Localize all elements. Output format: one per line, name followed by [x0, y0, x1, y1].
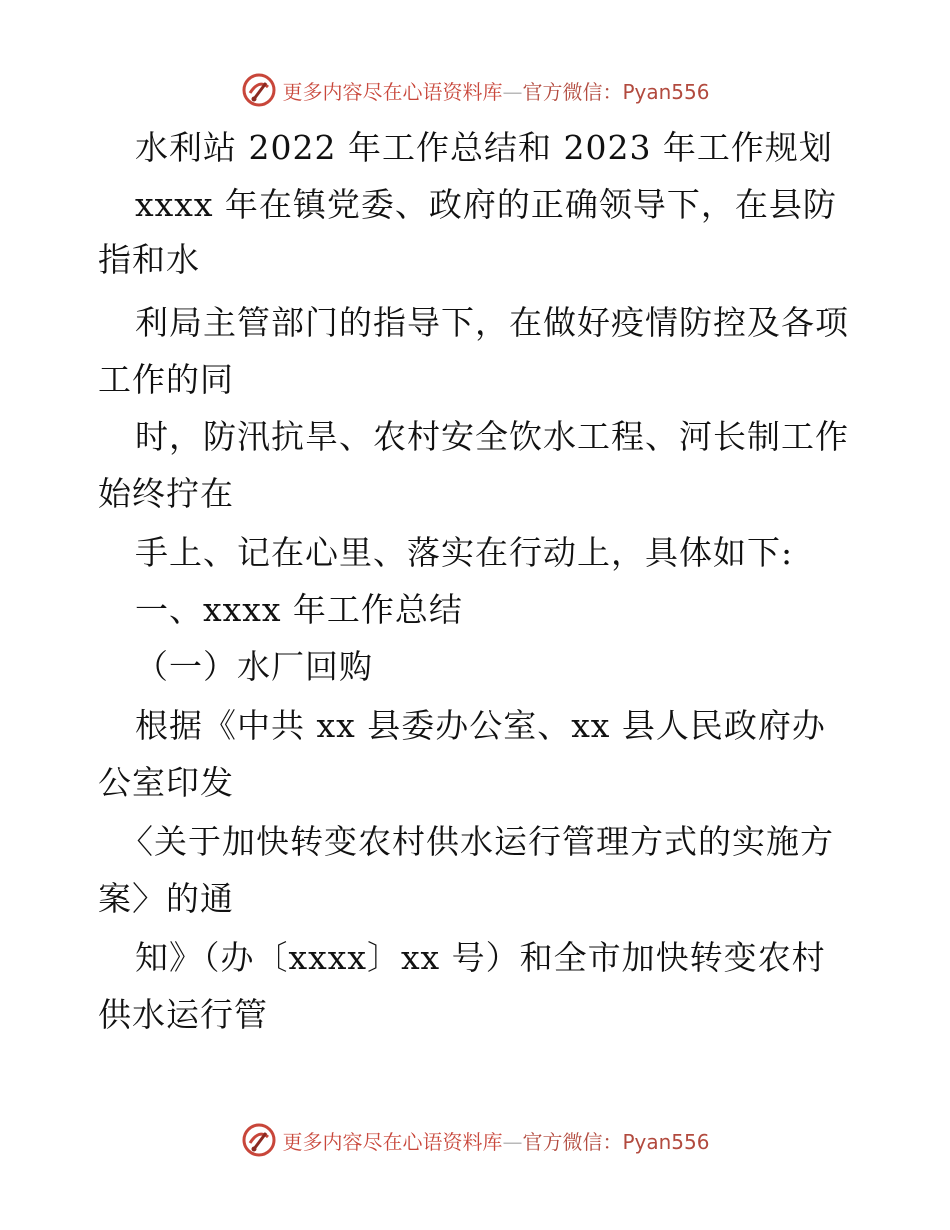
logo-icon — [240, 1121, 278, 1159]
watermark-header — [0, 70, 950, 110]
paragraph-line: 案〉的通 — [98, 879, 234, 918]
watermark-wechat-text: 官方微信：Pyan556 — [522, 1129, 710, 1154]
watermark-dash: — — [502, 1129, 523, 1154]
paragraph-line: 公室印发 — [98, 763, 234, 802]
watermark-footer — [0, 1120, 950, 1160]
paragraph-line: 利局主管部门的指导下，在做好疫情防控及各项 — [135, 303, 849, 342]
paragraph-line: xxxx 年在镇党委、政府的正确领导下，在县防 — [135, 185, 837, 224]
paragraph-line: 指和水 — [98, 240, 200, 279]
paragraph-line: 根据《中共 xx 县委办公室、xx 县人民政府办 — [135, 706, 826, 745]
watermark-wechat-text: 官方微信：Pyan556 — [522, 79, 710, 104]
section-heading: 一、xxxx 年工作总结 — [135, 590, 463, 629]
paragraph-line: 〈关于加快转变农村供水运行管理方式的实施方 — [120, 822, 834, 861]
watermark-main-text: 更多内容尽在心语资料库 — [282, 1129, 503, 1154]
paragraph-line: 供水运行管 — [98, 995, 268, 1034]
watermark-main-text: 更多内容尽在心语资料库 — [282, 79, 503, 104]
logo-icon — [240, 71, 278, 109]
paragraph-line: 时，防汛抗旱、农村安全饮水工程、河长制工作 — [135, 417, 849, 456]
paragraph-line: 手上、记在心里、落实在行动上，具体如下: — [135, 533, 794, 572]
paragraph-line: 知》（办〔xxxx〕xx 号）和全市加快转变农村 — [135, 938, 826, 977]
paragraph-line: 工作的同 — [98, 360, 234, 399]
subsection-heading: （一）水厂回购 — [135, 647, 373, 686]
watermark-dash: — — [502, 79, 523, 104]
paragraph-line: 始终拧在 — [98, 474, 234, 513]
document-title: 水利站 2022 年工作总结和 2023 年工作规划 — [135, 128, 833, 167]
